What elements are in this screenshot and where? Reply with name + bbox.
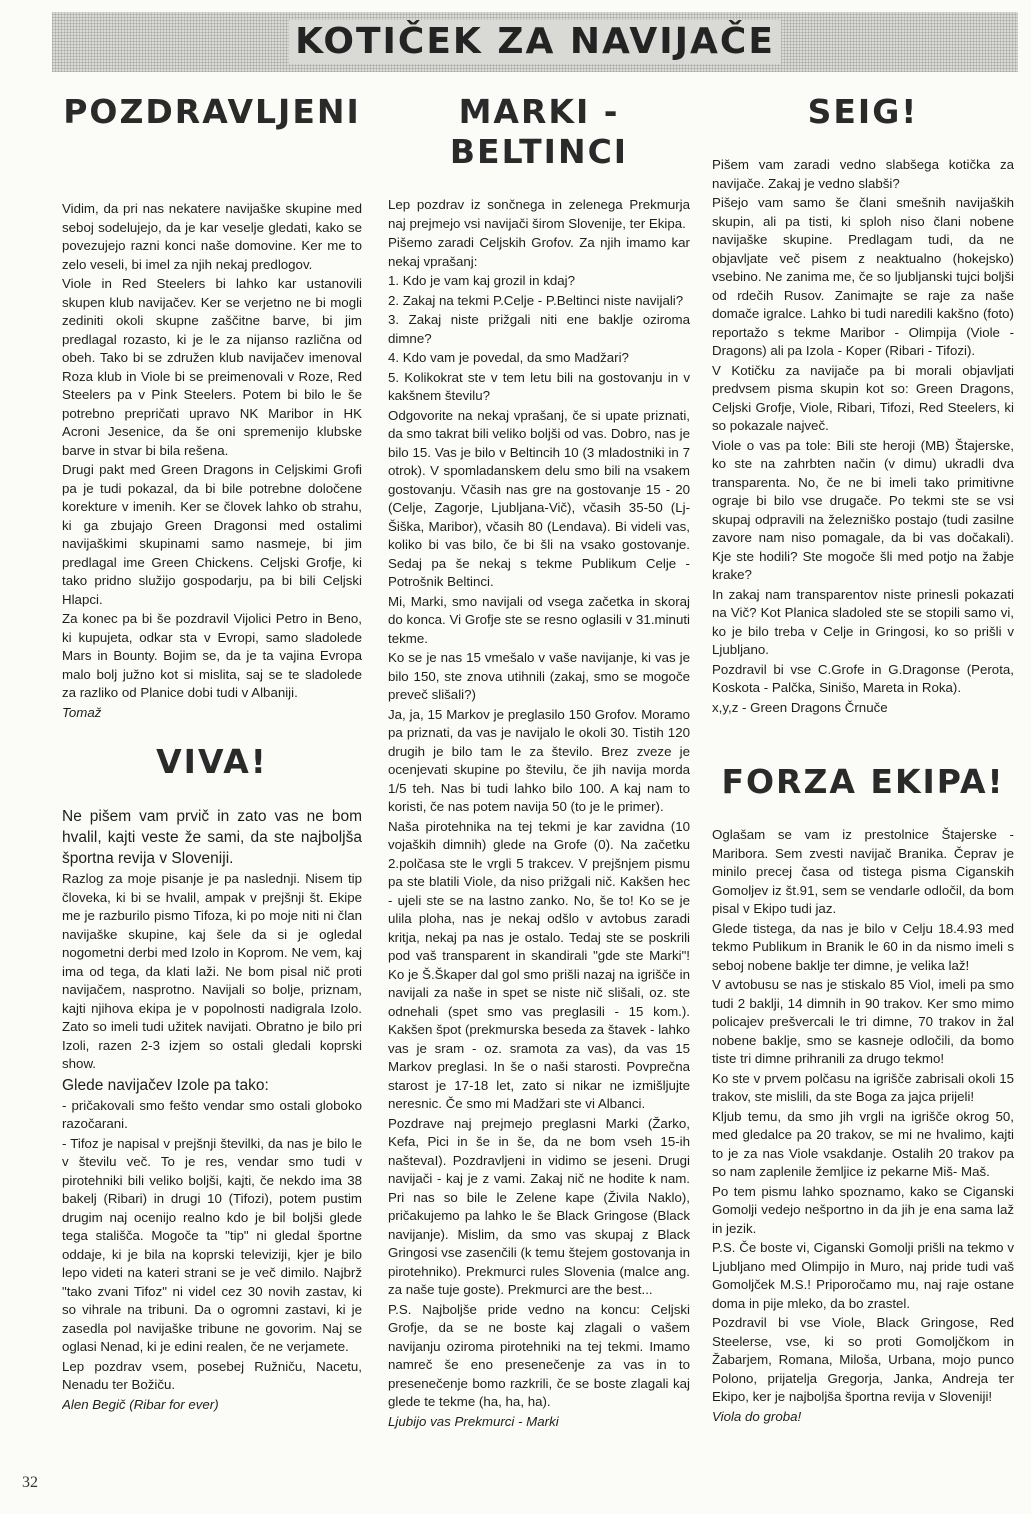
article-seig [712,156,1014,718]
paragraph: Ko se je nas 15 vmešalo v vaše navijanje, ki vas je bilo 150, ste znova utihnili (zakaj, smo se mogoče preveč slišali?) [388,650,690,702]
column-right [712,0,1014,1450]
paragraph: Naša pirotehnika na tej tekmi je kar zavidna (10 vojaških dimnih) glede na Grofe (0). Na začetku 2.polčasa ste le vrgli 5 trakcev. V prejšnjem pismu pa ste blatili Viole, da niso prižgali nič. Kakšen hec - ujeli ste se na lastno zanko. No, še to! Ko se je ulila ploha, nas je nekaj odšlo v avtobus zaradi kritja, nekaj pa nas je ostalo. Tedaj ste se poskrili pod vaš transparent in skandirali "gde ste Marki"! Ko je Š.Škaper dal gol smo prišli nazaj na igrišče in navijali za naše in spet se niste nič slišali, oz. ste odnehali (spet smo vas preglasili - 15 kom.). Kakšen špot (prekmurska beseda za štavek - lahko vas je sram - oz. sramota za vas), da vas 15 Markov preglasi. In še o naši starosti. Povprečna starost je 17-18 let, zato si nikar ne izmišljujte neresnic. Če smo mi Madžari ste vi Albanci. [388,818,690,1111]
paragraph: Za konec pa bi še pozdravil Vijolici Petro in Beno, ki kupujeta, odkar sta v Evropi, samo sladolede Mars in Bounty. Bojim se, da je ta vajina Evropa malo bolj južno kot si mislita, saj se te sladolede za razliko od Planice dobi tudi v Albaniji. [62,611,362,700]
heading-viva: VIVA! [156,742,268,781]
paragraph: Ja, ja, 15 Markov je preglasilo 150 Grofov. Moramo pa priznati, da vas je navijalo le okoli 30. Tistih 120 drugih je bilo tam le za število. Brez zveze je ocenjevati skupine po številu, če jih navija morda 1/5 teh. Nas bi tudi lahko bilo 100. A kaj nam to koristi, če nas potem navija 50 (to je le primer). [388,706,690,814]
paragraph: V avtobusu se nas je stiskalo 85 Viol, imeli pa smo tudi 2 baklji, 14 dimnih in 90 trakov. Ker smo mimo policajev prešvercali le tri dimne, 70 trakov in žal nobene baklje, smo se kasneje odločili, da bomo tiste tri dimne prihranili za drugo tekmo! [712,977,1014,1066]
column-middle [388,0,690,1450]
paragraph: - Tifoz je napisal v prejšnji številki, da nas je bilo le v številu več. To je res, vendar smo tudi v pirotehniki bili veliko boljši, kajti, če nekdo ima 38 bakelj (Ribari) in drugi 10 (Tifozi), potem pustim drugim naj ocenijo realno kdo je bil boljši glede tega stališča. Mogoče ta "tip" ni gledal športne oddaje, ki je bila na koprski televiziji, kjer je bilo lepo videti na kateri strani se je več dimilo. Najbrž "tako zvani Tifoz" ni videl cez 30 novih zastav, ki so vihrale na tribuni. Da o ogromni zastavi, ki je zasedla pol navijaške tribune ne govorim. Naj se oglasi Nenad, ki je edini realen, če ne verjamete. [62,1135,362,1354]
paragraph: Mi, Marki, smo navijali od vsega začetka in skoraj do konca. Vi Grofje ste se resno oglasili v 31.minuti tekme. [388,593,690,646]
question-item: 1. Kdo je vam kaj grozil in kdaj? [388,273,575,288]
paragraph: Po tem pismu lahko spoznamo, kako se Ciganski Gomolji vedejo nešportno in da jih je ena sama laž in jezik. [712,1183,1014,1236]
paragraph: Pozdravil bi vse Viole, Black Gringose, Red Steelerse, vse, ki so proti Gomoljčkom in Žabarjem, Romana, Miloša, Urbana, mojo punco Polono, prijatelja Gregorja, Janka, Andreja ter Ekipo, ker je najboljša športna revija v Sloveniji! [712,1315,1014,1404]
paragraph: Lep pozdrav iz sončnega in zelenega Prekmurja naj prejmejo vsi navijači širom Slovenije, ter Ekipa. [388,197,690,231]
paragraph: Kljub temu, da smo jih vrgli na igrišče okrog 50, med gledalce pa 20 trakov, se mi ne hvalimo, kajti to je za nas Viole vsakdanje. Ostalih 20 trakov pa so nam zaplenile žemljice iz pekarne Miš- Maš. [712,1108,1014,1179]
lead-paragraph: Ne pišem vam prvič in zato vas ne bom hvalil, kajti veste že sami, da ste najboljša športna revija v Sloveniji. [62,808,362,867]
article-marki-beltinci [388,196,690,1432]
column-left [62,0,362,1450]
paragraph: Pozdravil bi vse C.Grofe in G.Dragonse (Perota, Koskota - Palčka, Sinišo, Mareta in Roka). [712,661,1014,695]
heading-seig: SEIG! [807,92,919,131]
paragraph: Glede tistega, da nas je bilo v Celju 18.4.93 med tekmo Publikum in Branik le 60 in da nismo imeli s seboj nobene baklje ter dimne, je velika laž! [712,920,1014,973]
heading-forza-ekipa: FORZA EKIPA! [721,762,1005,801]
signature: x,y,z - Green Dragons Črnuče [712,699,888,715]
paragraph: Oglašam se vam iz prestolnice Štajerske - Maribora. Sem zvesti navijač Branika. Čeprav je minilo precej časa od tistega pisma Ciganskih Gomoljev iz št.91, sem se vendarle odločil, da bom pisal v Ekipo tudi jaz. [712,827,1014,916]
paragraph: V Kotičku za navijače pa bi morali objavljati predvsem pisma skupin kot so: Green Dragons, Celjski Grofje, Viole, Ribari, Tifozi, Red Steelers, ki so pokazale največ. [712,362,1014,433]
question-item: 5. Kolikokrat ste v tem letu bili na gostovanju in v kakšnem številu? [388,369,690,403]
paragraph: P.S. Najboljše pride vedno na koncu: Celjski Grofje, da se ne boste kaj zlagali o vašem navijanju oziroma pirotehniki na tej tekmi. Imamo namreč še eno presenečenje za vas in to presenečenje bomo razkrili, če se boste zlagali kaj glede te tekme (ha, ha, ha). [388,1301,690,1409]
question-item: 2. Zakaj na tekmi P.Celje - P.Beltinci niste navijali? [388,292,684,308]
paragraph: Pozdrave naj prejmejo preglasni Marki (Žarko, Kefa, Pici in še in še, da ne bom vseh 15-ih naštevaI). Pozdravljeni in vidimo se jeseni. Drugi navijači - kaj je z vami. Zakaj nič ne hodite k nam. Pri nas so bile le Zelene kape (Živila Naklo), pričakujemo pa lahko le še Black Gringose (Black navijanje). Mislim, da smo vas skupaj z Black Gringosi vse zasenčili (k temu štejem gostovanja in pirotehniko). Prekmurci rules Slovenia (malce ang. za naše tuje goste). Prekmurci are the best... [388,1115,690,1297]
paragraph: P.S. Če boste vi, Ciganski Gomolji prišli na tekmo v Ljubljano med Olimpijo in Muro, naj pride tudi vaš Gomoljček M.S.! Priporočamo mu, naj raje ostane doma in pije mleko, da bo zrastel. [712,1240,1014,1311]
signature: Alen Begič (Ribar for ever) [62,1396,219,1412]
question-item: 4. Kdo vam je povedal, da smo Madžari? [388,350,629,365]
signature: Tomaž [62,704,102,720]
paragraph: Lep pozdrav vsem, posebej Ružniču, Nacetu, Nenadu ter Božiču. [62,1358,362,1392]
paragraph: Razlog za moje pisanje je pa naslednji. Nisem tip človeka, ki bi se hvalil, ampak v prejšnji št. Ekipe me je razburilo pismo Tifoza, ki po moje niti ni član navijaške skupine, kaj šele da si je ogledal nogometni derbi med Izolo in Koprom. Ne vem, kaj ima od tega, da klati laži. Ne bom pisal nič proti navijačem, nasprotno. Navijali so bolje, priznam, kajti njihova ekipa je v popolnosti nadigrala Izolo. Zato so imeli tudi užitek navijati. Obratno je bilo pri Izoli, razen 2-3 izjem so ostali gledali koprski show. [62,871,362,1071]
article-forza-ekipa [712,826,1014,1427]
article-viva [62,806,362,1415]
paragraph: Viole o vas pa tole: Bili ste heroji (MB) Štajerske, ko ste na zahrbten način (v dimu) ukradli dva transparenta. No, če ne bi imeli tako primitivne ograje bi bilo vse drugače. Po tekmi ste se vsi skupaj odpravili na železniško postajo (tudi zasilne zavore nam niso pomagale, da bi vas dočakali). Kje ste hodili? Ste mogoče šli med potjo na žabje krake? [712,437,1014,582]
paragraph: In zakaj nam transparentov niste prinesli pokazati na Vič? Kot Planica sladoled ste se stopili samo vi, ko je bilo treba v Celje in Gringosi, ko so prišli v Ljubljano. [712,586,1014,657]
paragraph: Odgovorite na nekaj vprašanj, če si upate priznati, da smo takrat bili veliko boljši od vas. Dobro, nas je bilo 15. Vas je bilo v Beltincih 10 (3 mladostniki in 7 otrok). V spomladanskem delu smo bili na vsakem gostovanju. Včasih nas gre na gostovanje 15 - 20 (Celje, Zagorje, Ljubljana-Vič), včasih 35-50 (Lj-Šiška, Maribor), včasih 80 (Lendava). Bi videli vas, koliko bi vas bilo, če bi šli na vsako gostovanje. Sedaj pa še nekaj s tekme Publikum Celje - Potrošnik Beltinci. [388,407,690,589]
paragraph: - pričakovali smo fešto vendar smo ostali globoko razočarani. [62,1097,362,1131]
subhead-paragraph: Glede navijačev Izole pa tako: [62,1076,269,1094]
heading-pozdravljeni: POZDRAVLJENI [63,92,361,131]
banner-title: KOTIČEK ZA NAVIJAČE [289,20,781,64]
paragraph: Pišejo vam samo še člani smešnih navijaških skupin, ali pa tisti, ki sploh niso člani nobene navijaške skupine. Predlagam tudi, da ne objavljate več pisem z neaktualno (hokejsko) vsebino. Ne zanima me, če so ljubljanski tujci boljši od rdečih Rusov. Zanimajte se raje za naše domače igralce. Lahko bi tudi naredili kakšno (foto) reportažo s tekme Maribor - Olimpija (Viole - Dragons) ali pa Izola - Koper (Ribari - Tifozi). [712,195,1014,358]
paragraph: Pišemo zaradi Celjskih Grofov. Za njih imamo kar nekaj vprašanj: [388,235,690,269]
paragraph: Viole in Red Steelers bi lahko kar ustanovili skupen klub navijačev. Ker se verjetno ne bi mogli zediniti okoli skupne zaščitne barve, bi jim predlagal rozasto, ki je le za nijanso različna od obeh. Tako bi se združen klub navijačev imenoval Roza klub in Viole bi se preimenovali v Roze, Red Steelers pa v Pink Steelers. Potem bi bilo le še potrebno prepričati upravo NK Maribor in HK Acroni Jesenice, da še oni spremenijo klubske barve in stvar bi bila rešena. [62,276,362,458]
article-pozdravljeni [62,200,362,723]
paragraph: Vidim, da pri nas nekatere navijaške skupine med seboj sodelujejo, da je kar veselje gledati, kako se povezujejo razni konci naše domovine. Ker me to zelo veseli, bi imel za njih nekaj predlogov. [62,201,362,272]
signature: Viola do groba! [712,1408,802,1424]
paragraph: Pišem vam zaradi vedno slabšega kotička za navijače. Zakaj je vedno slabši? [712,157,1014,191]
signature: Ljubijo vas Prekmurci - Marki [388,1413,559,1429]
paragraph: Drugi pakt med Green Dragons in Celjskimi Grofi pa je tudi pokazal, da bi bile potrebne določene korekture v imenih. Ker se človek lahko ob strahu, ki ga zbujajo Green Dragonsi med ostalimi navijaškimi skupinami samo nasmeje, bi jim predlagal ime Green Chickens. Celjski Grofje, ki tako pridno služijo gospodarju, pa bi bili Celjski Hlapci. [62,462,362,607]
paragraph: Ko ste v prvem polčasu na igrišče zabrisali okoli 15 trakov, ste mislili, da ste Boga za jajca prijeli! [712,1070,1014,1104]
page-number: 32 [22,1474,38,1491]
heading-marki-beltinci: MARKI - BELTINCI [449,92,629,171]
question-item: 3. Zakaj niste prižgali niti ene baklje oziroma dimne? [388,312,690,346]
